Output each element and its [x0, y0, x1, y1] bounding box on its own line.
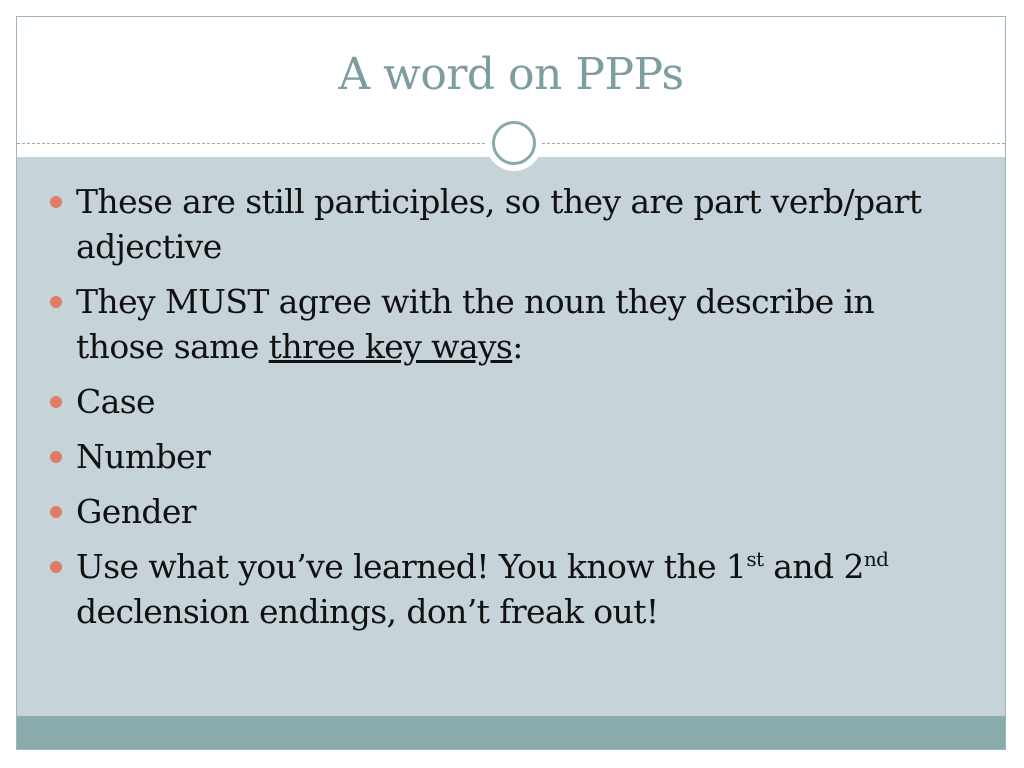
bullet-text: Gender [76, 492, 196, 531]
bullet-text: They MUST agree with the noun they describe in those same [76, 282, 875, 366]
bullet-text: These are still participles, so they are part verb/part adjective [76, 182, 922, 266]
bullet-dot-icon [50, 451, 62, 463]
list-item [17, 489, 1005, 534]
list-item [17, 544, 1005, 634]
superscript-nd: nd [863, 547, 889, 571]
superscript-st: st [746, 547, 764, 571]
slide-title: A word on PPPs [338, 49, 684, 100]
bullet-text: Use what you’ve learned! You know the 1 [76, 547, 747, 586]
bullet-dot-icon [50, 506, 62, 518]
bullet-list [17, 179, 1005, 644]
underlined-text: three key ways [268, 327, 513, 366]
footer-band [17, 716, 1005, 750]
slide [16, 16, 1006, 750]
circle-ornament-icon [486, 115, 542, 171]
list-item [17, 179, 1005, 269]
ornament-ring [492, 121, 536, 165]
bullet-text: Case [76, 382, 155, 421]
bullet-text: Number [76, 437, 211, 476]
bullet-dot-icon [50, 296, 62, 308]
bullet-dot-icon [50, 561, 62, 573]
bullet-text-mid: and 2 [763, 547, 864, 586]
list-item [17, 434, 1005, 479]
bullet-dot-icon [50, 196, 62, 208]
bullet-text-end: : [512, 327, 523, 366]
bullet-text-end: declension endings, don’t freak out! [76, 592, 659, 631]
list-item [17, 279, 1005, 369]
list-item [17, 379, 1005, 424]
bullet-dot-icon [50, 396, 62, 408]
